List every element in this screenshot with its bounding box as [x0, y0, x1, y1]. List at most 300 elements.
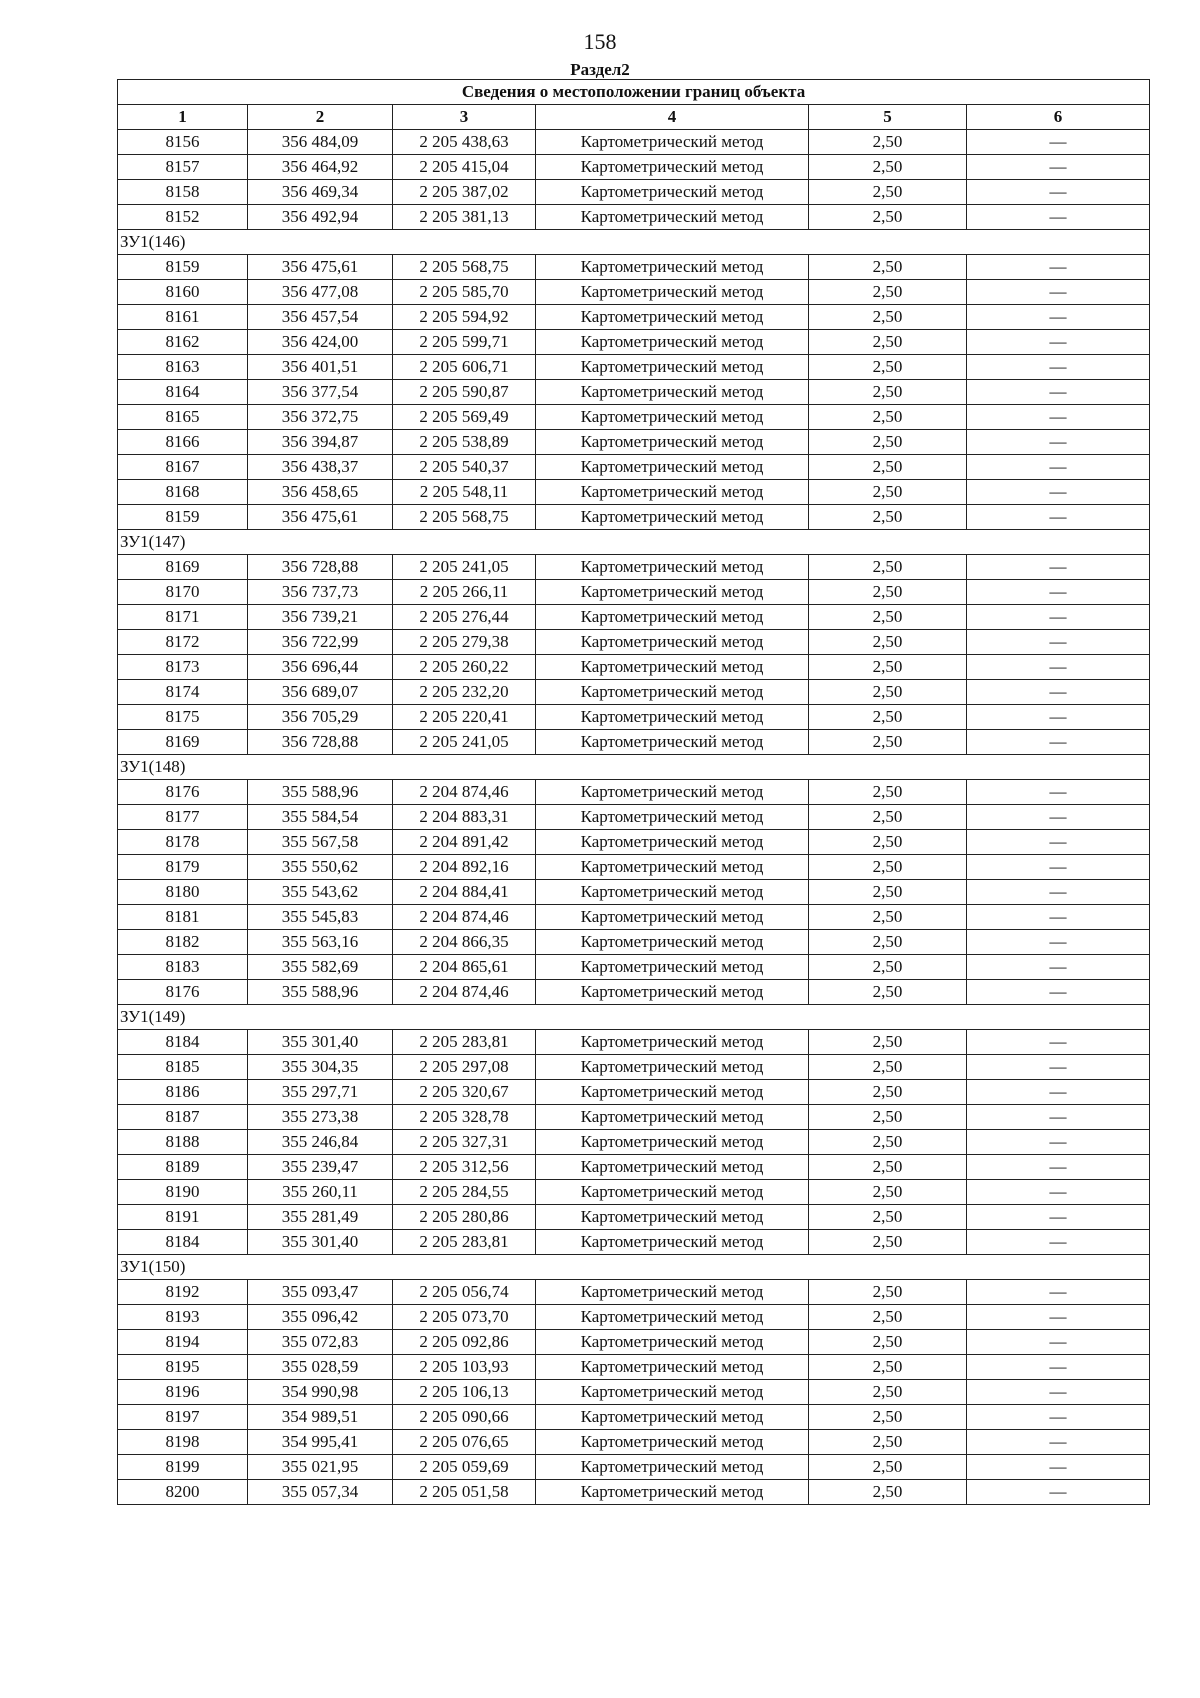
- method-cell: Картометрический метод: [536, 205, 809, 230]
- point-number-cell: 8164: [118, 380, 248, 405]
- x-coordinate-cell: 355 273,38: [248, 1105, 393, 1130]
- method-cell: Картометрический метод: [536, 1180, 809, 1205]
- group-row: [118, 1255, 1150, 1280]
- table-row: [118, 130, 1150, 155]
- point-number-cell: 8179: [118, 855, 248, 880]
- method-cell: Картометрический метод: [536, 680, 809, 705]
- description-cell: —: [967, 880, 1150, 905]
- method-cell: Картометрический метод: [536, 1030, 809, 1055]
- table-row: [118, 780, 1150, 805]
- description-cell: —: [967, 1455, 1150, 1480]
- description-cell: —: [967, 1155, 1150, 1180]
- accuracy-cell: 2,50: [809, 155, 967, 180]
- method-cell: Картометрический метод: [536, 1430, 809, 1455]
- x-coordinate-cell: 355 093,47: [248, 1280, 393, 1305]
- point-number-cell: 8166: [118, 430, 248, 455]
- y-coordinate-cell: 2 205 381,13: [393, 205, 536, 230]
- y-coordinate-cell: 2 205 051,58: [393, 1480, 536, 1505]
- table-row: [118, 1030, 1150, 1055]
- accuracy-cell: 2,50: [809, 555, 967, 580]
- y-coordinate-cell: 2 205 056,74: [393, 1280, 536, 1305]
- table-row: [118, 405, 1150, 430]
- y-coordinate-cell: 2 205 568,75: [393, 505, 536, 530]
- accuracy-cell: 2,50: [809, 955, 967, 980]
- table-row: [118, 580, 1150, 605]
- method-cell: Картометрический метод: [536, 705, 809, 730]
- accuracy-cell: 2,50: [809, 580, 967, 605]
- description-cell: —: [967, 1330, 1150, 1355]
- accuracy-cell: 2,50: [809, 1405, 967, 1430]
- method-cell: Картометрический метод: [536, 1155, 809, 1180]
- method-cell: Картометрический метод: [536, 1230, 809, 1255]
- x-coordinate-cell: 356 394,87: [248, 430, 393, 455]
- description-cell: —: [967, 305, 1150, 330]
- point-number-cell: 8156: [118, 130, 248, 155]
- table-row: [118, 980, 1150, 1005]
- x-coordinate-cell: 355 550,62: [248, 855, 393, 880]
- point-number-cell: 8170: [118, 580, 248, 605]
- method-cell: Картометрический метод: [536, 480, 809, 505]
- y-coordinate-cell: 2 205 540,37: [393, 455, 536, 480]
- description-cell: —: [967, 705, 1150, 730]
- method-cell: Картометрический метод: [536, 1105, 809, 1130]
- table-row: [118, 1380, 1150, 1405]
- method-cell: Картометрический метод: [536, 405, 809, 430]
- table-row: [118, 930, 1150, 955]
- accuracy-cell: 2,50: [809, 630, 967, 655]
- table-row: [118, 605, 1150, 630]
- method-cell: Картометрический метод: [536, 580, 809, 605]
- table-row: [118, 880, 1150, 905]
- point-number-cell: 8174: [118, 680, 248, 705]
- description-cell: —: [967, 430, 1150, 455]
- point-number-cell: 8161: [118, 305, 248, 330]
- accuracy-cell: 2,50: [809, 1030, 967, 1055]
- y-coordinate-cell: 2 204 865,61: [393, 955, 536, 980]
- accuracy-cell: 2,50: [809, 1105, 967, 1130]
- table-row: [118, 630, 1150, 655]
- method-cell: Картометрический метод: [536, 1480, 809, 1505]
- column-number: 3: [393, 105, 536, 130]
- y-coordinate-cell: 2 205 312,56: [393, 1155, 536, 1180]
- method-cell: Картометрический метод: [536, 430, 809, 455]
- x-coordinate-cell: 355 297,71: [248, 1080, 393, 1105]
- accuracy-cell: 2,50: [809, 330, 967, 355]
- method-cell: Картометрический метод: [536, 930, 809, 955]
- x-coordinate-cell: 356 737,73: [248, 580, 393, 605]
- method-cell: Картометрический метод: [536, 1130, 809, 1155]
- table-row: [118, 655, 1150, 680]
- method-cell: Картометрический метод: [536, 1405, 809, 1430]
- method-cell: Картометрический метод: [536, 980, 809, 1005]
- table-row: [118, 1105, 1150, 1130]
- accuracy-cell: 2,50: [809, 705, 967, 730]
- method-cell: Картометрический метод: [536, 305, 809, 330]
- description-cell: —: [967, 655, 1150, 680]
- page-number: 158: [583, 29, 617, 54]
- table-row: [118, 480, 1150, 505]
- y-coordinate-cell: 2 205 280,86: [393, 1205, 536, 1230]
- accuracy-cell: 2,50: [809, 1355, 967, 1380]
- x-coordinate-cell: 355 563,16: [248, 930, 393, 955]
- point-number-cell: 8168: [118, 480, 248, 505]
- column-number: 1: [118, 105, 248, 130]
- method-cell: Картометрический метод: [536, 655, 809, 680]
- description-cell: —: [967, 730, 1150, 755]
- x-coordinate-cell: 354 995,41: [248, 1430, 393, 1455]
- y-coordinate-cell: 2 204 891,42: [393, 830, 536, 855]
- table-row: [118, 430, 1150, 455]
- y-coordinate-cell: 2 205 548,11: [393, 480, 536, 505]
- method-cell: Картометрический метод: [536, 455, 809, 480]
- point-number-cell: 8152: [118, 205, 248, 230]
- accuracy-cell: 2,50: [809, 730, 967, 755]
- description-cell: —: [967, 1230, 1150, 1255]
- description-cell: —: [967, 205, 1150, 230]
- accuracy-cell: 2,50: [809, 1155, 967, 1180]
- point-number-cell: 8178: [118, 830, 248, 855]
- accuracy-cell: 2,50: [809, 605, 967, 630]
- column-number: 6: [967, 105, 1150, 130]
- table-row: [118, 505, 1150, 530]
- description-cell: —: [967, 605, 1150, 630]
- description-cell: —: [967, 1405, 1150, 1430]
- description-cell: —: [967, 1305, 1150, 1330]
- accuracy-cell: 2,50: [809, 1305, 967, 1330]
- table-row: [118, 1180, 1150, 1205]
- table-row: [118, 955, 1150, 980]
- description-cell: —: [967, 980, 1150, 1005]
- method-cell: Картометрический метод: [536, 280, 809, 305]
- accuracy-cell: 2,50: [809, 380, 967, 405]
- method-cell: Картометрический метод: [536, 1080, 809, 1105]
- accuracy-cell: 2,50: [809, 830, 967, 855]
- y-coordinate-cell: 2 205 585,70: [393, 280, 536, 305]
- description-cell: —: [967, 1380, 1150, 1405]
- accuracy-cell: 2,50: [809, 1430, 967, 1455]
- point-number-cell: 8165: [118, 405, 248, 430]
- table-row: [118, 1480, 1150, 1505]
- y-coordinate-cell: 2 204 883,31: [393, 805, 536, 830]
- point-number-cell: 8159: [118, 255, 248, 280]
- y-coordinate-cell: 2 205 276,44: [393, 605, 536, 630]
- point-number-cell: 8167: [118, 455, 248, 480]
- point-number-cell: 8157: [118, 155, 248, 180]
- description-cell: —: [967, 180, 1150, 205]
- point-number-cell: 8192: [118, 1280, 248, 1305]
- point-number-cell: 8163: [118, 355, 248, 380]
- boundary-table: [117, 79, 1150, 1505]
- point-number-cell: 8195: [118, 1355, 248, 1380]
- description-cell: —: [967, 1055, 1150, 1080]
- description-cell: —: [967, 380, 1150, 405]
- accuracy-cell: 2,50: [809, 405, 967, 430]
- y-coordinate-cell: 2 204 866,35: [393, 930, 536, 955]
- y-coordinate-cell: 2 205 103,93: [393, 1355, 536, 1380]
- accuracy-cell: 2,50: [809, 355, 967, 380]
- x-coordinate-cell: 355 588,96: [248, 980, 393, 1005]
- x-coordinate-cell: 356 469,34: [248, 180, 393, 205]
- point-number-cell: 8188: [118, 1130, 248, 1155]
- accuracy-cell: 2,50: [809, 980, 967, 1005]
- y-coordinate-cell: 2 205 260,22: [393, 655, 536, 680]
- table-row: [118, 1155, 1150, 1180]
- y-coordinate-cell: 2 205 320,67: [393, 1080, 536, 1105]
- y-coordinate-cell: 2 205 606,71: [393, 355, 536, 380]
- accuracy-cell: 2,50: [809, 805, 967, 830]
- table-row: [118, 255, 1150, 280]
- group-row: [118, 230, 1150, 255]
- point-number-cell: 8176: [118, 780, 248, 805]
- method-cell: Картометрический метод: [536, 855, 809, 880]
- y-coordinate-cell: 2 205 090,66: [393, 1405, 536, 1430]
- y-coordinate-cell: 2 204 884,41: [393, 880, 536, 905]
- description-cell: —: [967, 405, 1150, 430]
- x-coordinate-cell: 354 990,98: [248, 1380, 393, 1405]
- accuracy-cell: 2,50: [809, 455, 967, 480]
- table-row: [118, 555, 1150, 580]
- point-number-cell: 8171: [118, 605, 248, 630]
- description-cell: —: [967, 905, 1150, 930]
- table-row: [118, 180, 1150, 205]
- x-coordinate-cell: 356 401,51: [248, 355, 393, 380]
- y-coordinate-cell: 2 205 590,87: [393, 380, 536, 405]
- x-coordinate-cell: 355 567,58: [248, 830, 393, 855]
- method-cell: Картометрический метод: [536, 955, 809, 980]
- point-number-cell: 8196: [118, 1380, 248, 1405]
- table-row: [118, 905, 1150, 930]
- point-number-cell: 8177: [118, 805, 248, 830]
- y-coordinate-cell: 2 205 594,92: [393, 305, 536, 330]
- description-cell: —: [967, 1030, 1150, 1055]
- table-row: [118, 830, 1150, 855]
- method-cell: Картометрический метод: [536, 630, 809, 655]
- description-cell: —: [967, 1130, 1150, 1155]
- table-row: [118, 1455, 1150, 1480]
- y-coordinate-cell: 2 205 241,05: [393, 555, 536, 580]
- x-coordinate-cell: 356 728,88: [248, 730, 393, 755]
- description-cell: —: [967, 1205, 1150, 1230]
- method-cell: Картометрический метод: [536, 805, 809, 830]
- point-number-cell: 8189: [118, 1155, 248, 1180]
- x-coordinate-cell: 355 582,69: [248, 955, 393, 980]
- x-coordinate-cell: 355 281,49: [248, 1205, 393, 1230]
- point-number-cell: 8159: [118, 505, 248, 530]
- group-label: ЗУ1(148): [118, 755, 1150, 780]
- point-number-cell: 8187: [118, 1105, 248, 1130]
- column-number: 5: [809, 105, 967, 130]
- point-number-cell: 8200: [118, 1480, 248, 1505]
- method-cell: Картометрический метод: [536, 1280, 809, 1305]
- table-row: [118, 730, 1150, 755]
- description-cell: —: [967, 455, 1150, 480]
- x-coordinate-cell: 355 301,40: [248, 1230, 393, 1255]
- description-cell: —: [967, 805, 1150, 830]
- x-coordinate-cell: 356 475,61: [248, 255, 393, 280]
- x-coordinate-cell: 356 696,44: [248, 655, 393, 680]
- y-coordinate-cell: 2 205 220,41: [393, 705, 536, 730]
- point-number-cell: 8183: [118, 955, 248, 980]
- description-cell: —: [967, 955, 1150, 980]
- method-cell: Картометрический метод: [536, 555, 809, 580]
- table-row: [118, 705, 1150, 730]
- point-number-cell: 8184: [118, 1030, 248, 1055]
- point-number-cell: 8169: [118, 730, 248, 755]
- y-coordinate-cell: 2 204 874,46: [393, 780, 536, 805]
- point-number-cell: 8186: [118, 1080, 248, 1105]
- accuracy-cell: 2,50: [809, 1455, 967, 1480]
- table-row: [118, 1355, 1150, 1380]
- description-cell: —: [967, 1355, 1150, 1380]
- x-coordinate-cell: 354 989,51: [248, 1405, 393, 1430]
- accuracy-cell: 2,50: [809, 255, 967, 280]
- group-row: [118, 1005, 1150, 1030]
- column-number: 2: [248, 105, 393, 130]
- table-row: [118, 205, 1150, 230]
- accuracy-cell: 2,50: [809, 1130, 967, 1155]
- y-coordinate-cell: 2 205 284,55: [393, 1180, 536, 1205]
- method-cell: Картометрический метод: [536, 1055, 809, 1080]
- table-row: [118, 855, 1150, 880]
- description-cell: —: [967, 155, 1150, 180]
- table-row: [118, 380, 1150, 405]
- table-row: [118, 680, 1150, 705]
- accuracy-cell: 2,50: [809, 780, 967, 805]
- table-row: [118, 280, 1150, 305]
- y-coordinate-cell: 2 205 538,89: [393, 430, 536, 455]
- description-cell: —: [967, 130, 1150, 155]
- y-coordinate-cell: 2 205 599,71: [393, 330, 536, 355]
- accuracy-cell: 2,50: [809, 430, 967, 455]
- description-cell: —: [967, 1105, 1150, 1130]
- x-coordinate-cell: 356 475,61: [248, 505, 393, 530]
- group-label: ЗУ1(147): [118, 530, 1150, 555]
- x-coordinate-cell: 355 588,96: [248, 780, 393, 805]
- group-label: ЗУ1(150): [118, 1255, 1150, 1280]
- accuracy-cell: 2,50: [809, 1205, 967, 1230]
- point-number-cell: 8182: [118, 930, 248, 955]
- y-coordinate-cell: 2 205 283,81: [393, 1030, 536, 1055]
- description-cell: —: [967, 630, 1150, 655]
- y-coordinate-cell: 2 205 387,02: [393, 180, 536, 205]
- x-coordinate-cell: 356 739,21: [248, 605, 393, 630]
- table-row: [118, 1280, 1150, 1305]
- point-number-cell: 8160: [118, 280, 248, 305]
- x-coordinate-cell: 355 304,35: [248, 1055, 393, 1080]
- method-cell: Картометрический метод: [536, 730, 809, 755]
- x-coordinate-cell: 355 301,40: [248, 1030, 393, 1055]
- description-cell: —: [967, 1180, 1150, 1205]
- accuracy-cell: 2,50: [809, 1055, 967, 1080]
- description-cell: —: [967, 255, 1150, 280]
- x-coordinate-cell: 355 246,84: [248, 1130, 393, 1155]
- y-coordinate-cell: 2 205 297,08: [393, 1055, 536, 1080]
- x-coordinate-cell: 356 722,99: [248, 630, 393, 655]
- table-row: [118, 355, 1150, 380]
- y-coordinate-cell: 2 205 232,20: [393, 680, 536, 705]
- accuracy-cell: 2,50: [809, 905, 967, 930]
- x-coordinate-cell: 355 239,47: [248, 1155, 393, 1180]
- method-cell: Картометрический метод: [536, 380, 809, 405]
- point-number-cell: 8162: [118, 330, 248, 355]
- description-cell: —: [967, 855, 1150, 880]
- y-coordinate-cell: 2 204 892,16: [393, 855, 536, 880]
- table-row: [118, 1205, 1150, 1230]
- x-coordinate-cell: 356 438,37: [248, 455, 393, 480]
- y-coordinate-cell: 2 204 874,46: [393, 905, 536, 930]
- y-coordinate-cell: 2 205 283,81: [393, 1230, 536, 1255]
- accuracy-cell: 2,50: [809, 680, 967, 705]
- y-coordinate-cell: 2 205 073,70: [393, 1305, 536, 1330]
- group-row: [118, 530, 1150, 555]
- table-body: [118, 130, 1150, 1505]
- y-coordinate-cell: 2 205 415,04: [393, 155, 536, 180]
- y-coordinate-cell: 2 205 092,86: [393, 1330, 536, 1355]
- y-coordinate-cell: 2 204 874,46: [393, 980, 536, 1005]
- x-coordinate-cell: 355 096,42: [248, 1305, 393, 1330]
- description-cell: —: [967, 1480, 1150, 1505]
- accuracy-cell: 2,50: [809, 1080, 967, 1105]
- method-cell: Картометрический метод: [536, 130, 809, 155]
- description-cell: —: [967, 580, 1150, 605]
- point-number-cell: 8185: [118, 1055, 248, 1080]
- column-number: 4: [536, 105, 809, 130]
- table-row: [118, 1130, 1150, 1155]
- point-number-cell: 8173: [118, 655, 248, 680]
- y-coordinate-cell: 2 205 076,65: [393, 1430, 536, 1455]
- x-coordinate-cell: 356 705,29: [248, 705, 393, 730]
- method-cell: Картометрический метод: [536, 1305, 809, 1330]
- accuracy-cell: 2,50: [809, 930, 967, 955]
- description-cell: —: [967, 1280, 1150, 1305]
- x-coordinate-cell: 356 728,88: [248, 555, 393, 580]
- method-cell: Картометрический метод: [536, 830, 809, 855]
- x-coordinate-cell: 356 477,08: [248, 280, 393, 305]
- description-cell: —: [967, 505, 1150, 530]
- method-cell: Картометрический метод: [536, 180, 809, 205]
- accuracy-cell: 2,50: [809, 1380, 967, 1405]
- x-coordinate-cell: 356 464,92: [248, 155, 393, 180]
- point-number-cell: 8176: [118, 980, 248, 1005]
- method-cell: Картометрический метод: [536, 255, 809, 280]
- table-caption: Сведения о местоположении границ объекта: [118, 80, 1150, 105]
- column-number-row: [118, 105, 1150, 130]
- accuracy-cell: 2,50: [809, 305, 967, 330]
- method-cell: Картометрический метод: [536, 880, 809, 905]
- x-coordinate-cell: 356 689,07: [248, 680, 393, 705]
- accuracy-cell: 2,50: [809, 855, 967, 880]
- y-coordinate-cell: 2 205 568,75: [393, 255, 536, 280]
- description-cell: —: [967, 355, 1150, 380]
- method-cell: Картометрический метод: [536, 355, 809, 380]
- description-cell: —: [967, 280, 1150, 305]
- x-coordinate-cell: 356 377,54: [248, 380, 393, 405]
- table-row: [118, 1430, 1150, 1455]
- accuracy-cell: 2,50: [809, 655, 967, 680]
- table-row: [118, 330, 1150, 355]
- y-coordinate-cell: 2 205 438,63: [393, 130, 536, 155]
- accuracy-cell: 2,50: [809, 1280, 967, 1305]
- table-row: [118, 1330, 1150, 1355]
- description-cell: —: [967, 930, 1150, 955]
- accuracy-cell: 2,50: [809, 480, 967, 505]
- description-cell: —: [967, 780, 1150, 805]
- accuracy-cell: 2,50: [809, 1180, 967, 1205]
- accuracy-cell: 2,50: [809, 1480, 967, 1505]
- point-number-cell: 8184: [118, 1230, 248, 1255]
- accuracy-cell: 2,50: [809, 1330, 967, 1355]
- method-cell: Картометрический метод: [536, 505, 809, 530]
